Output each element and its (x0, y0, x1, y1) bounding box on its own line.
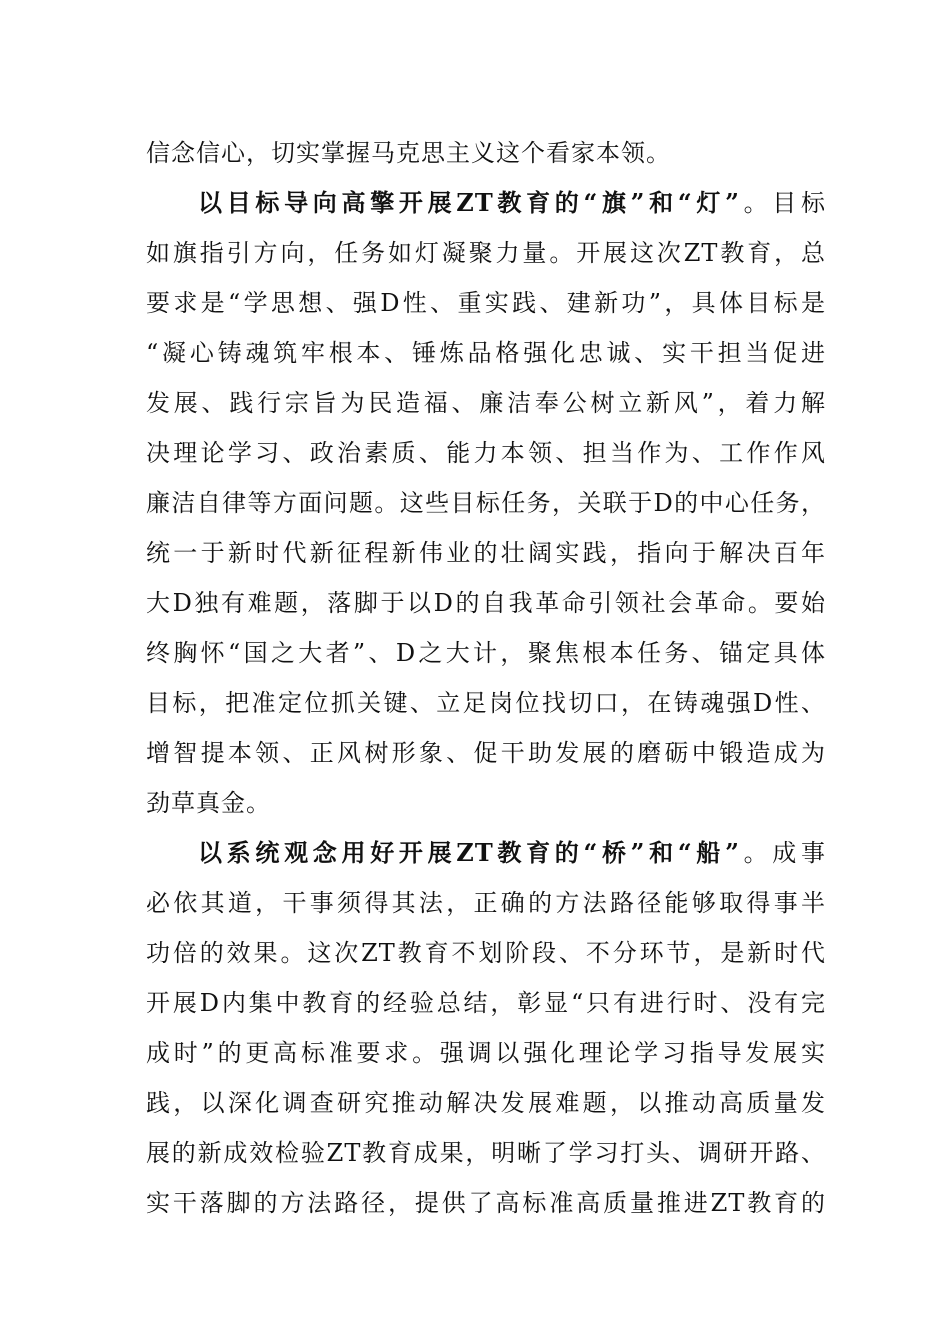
text-line (146, 378, 826, 428)
line-text: 增智提本领、正风树形象、促干助发展的磨砺中锻造成为 (146, 739, 826, 767)
text-line (146, 1128, 826, 1178)
line-text: 开展D内集中教育的经验总结，彰显“只有进行时、没有完 (146, 989, 826, 1017)
line-text: 成时”的更高标准要求。强调以强化理论学习指导发展实 (146, 1039, 826, 1067)
text-line (146, 1028, 826, 1078)
text-line (146, 578, 826, 628)
line-text: “凝心铸魂筑牢根本、锤炼品格强化忠诚、实干担当促进 (146, 339, 826, 367)
line-text: 统一于新时代新征程新伟业的壮阔实践，指向于解决百年 (146, 539, 826, 567)
line-text: 践，以深化调查研究推动解决发展难题，以推动高质量发 (146, 1089, 826, 1117)
text-line (146, 728, 826, 778)
text-line (146, 1178, 826, 1228)
line-text: 实干落脚的方法路径，提供了高标准高质量推进ZT教育的 (146, 1189, 826, 1217)
text-line (146, 928, 826, 978)
text-line (146, 478, 826, 528)
line-text: 终胸怀“国之大者”、D之大计，聚焦根本任务、锚定具体 (146, 639, 826, 667)
line-text: 如旗指引方向，任务如灯凝聚力量。开展这次ZT教育，总 (146, 239, 826, 267)
text-line (146, 1078, 826, 1128)
document-body (146, 128, 826, 1228)
text-line (146, 278, 826, 328)
text-line (146, 328, 826, 378)
line-text: 。目标 (739, 189, 826, 217)
text-line (146, 628, 826, 678)
text-line (146, 128, 826, 178)
line-text: 劲草真金。 (146, 789, 271, 817)
text-line (146, 228, 826, 278)
line-text: 必依其道，干事须得其法，正确的方法路径能够取得事半 (146, 889, 826, 917)
line-text: 展的新成效检验ZT教育成果，明晰了学习打头、调研开路、 (146, 1139, 826, 1167)
paragraph-first-line (146, 178, 826, 228)
paragraph-heading: 以目标导向高擎开展ZT教育的“旗”和“灯” (198, 188, 740, 217)
line-text: 大D独有难题，落脚于以D的自我革命引领社会革命。要始 (146, 589, 826, 617)
line-text: 目标，把准定位抓关键、立足岗位找切口，在铸魂强D性、 (146, 689, 826, 717)
line-text: 决理论学习、政治素质、能力本领、担当作为、工作作风 (146, 439, 826, 467)
line-text: 要求是“学思想、强D性、重实践、建新功”，具体目标是 (146, 289, 826, 317)
paragraph-first-line (146, 828, 826, 878)
line-text: 。成事 (739, 839, 826, 867)
line-text: 发展、践行宗旨为民造福、廉洁奉公树立新风”，着力解 (146, 389, 826, 417)
text-line (146, 778, 826, 828)
text-line (146, 428, 826, 478)
text-line (146, 528, 826, 578)
line-text: 信念信心，切实掌握马克思主义这个看家本领。 (146, 139, 671, 167)
paragraph-heading: 以系统观念用好开展ZT教育的“桥”和“船” (198, 838, 740, 867)
text-line (146, 978, 826, 1028)
text-line (146, 878, 826, 928)
line-text: 功倍的效果。这次ZT教育不划阶段、不分环节，是新时代 (146, 939, 826, 967)
text-line (146, 678, 826, 728)
line-text: 廉洁自律等方面问题。这些目标任务，关联于D的中心任务， (146, 489, 826, 517)
